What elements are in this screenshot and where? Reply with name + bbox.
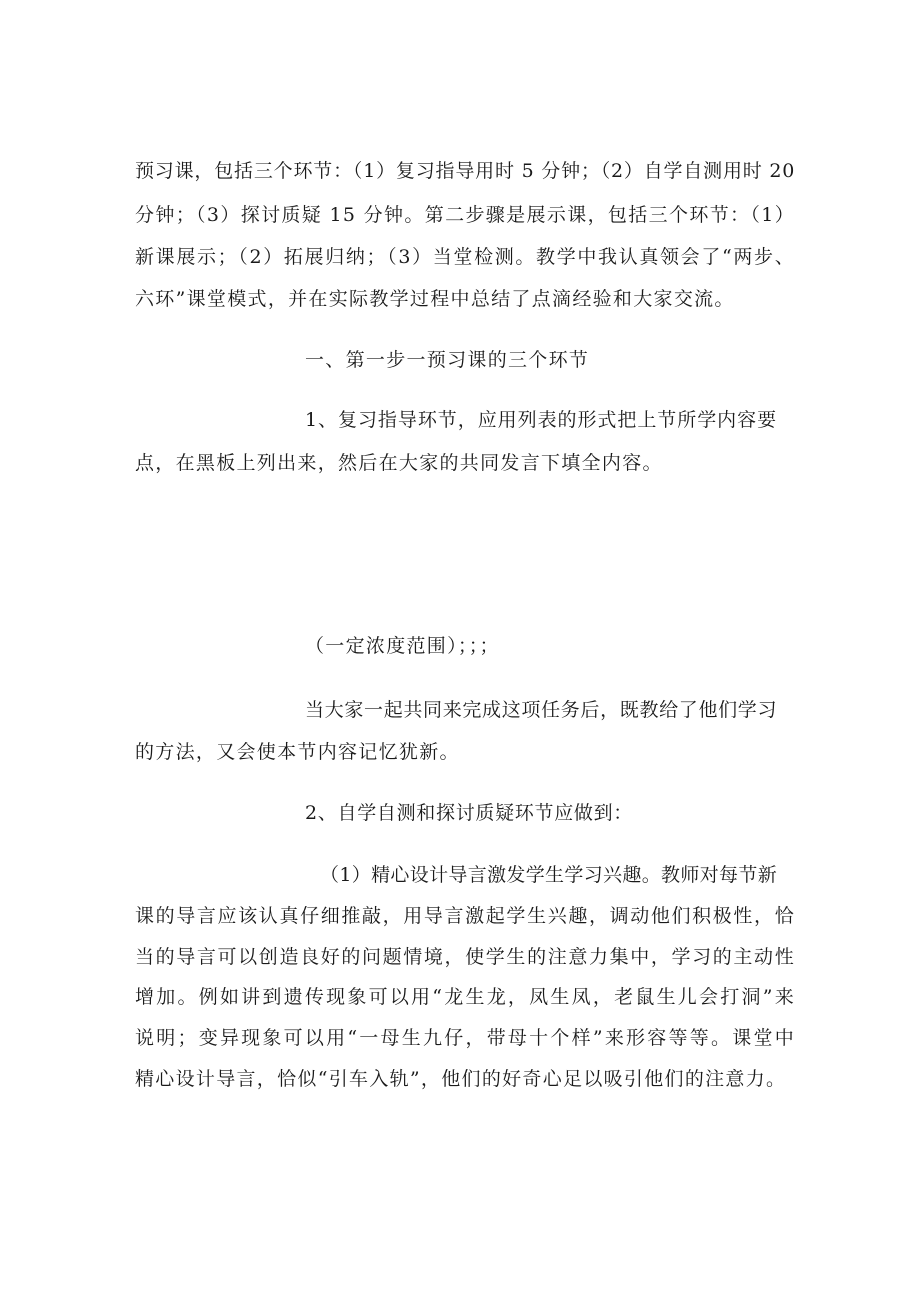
section-heading: 一、第一步一预习课的三个环节 [305, 349, 590, 371]
intro-line-3: 新课展示；（2）拓展归纳；（3）当堂检测。教学中我认真领会了“两步、 [135, 246, 795, 268]
intro-line-1: 预习课，包括三个环节：（1）复习指导用时 5 分钟；（2）自学自测用时 20 [135, 160, 795, 182]
sub-item-1-line-6: 精心设计导言，恰似“引车入轨”，他们的好奇心足以吸引他们的注意力。 [135, 1068, 787, 1090]
intro-line-2: 分钟；（3）探讨质疑 15 分钟。第二步骤是展示课，包括三个环节：（1） [135, 204, 795, 226]
fill-blank-line: （一定浓度范围）；；； [305, 635, 500, 657]
item-1-line-1: 1、复习指导环节，应用列表的形式把上节所学内容要 [305, 409, 777, 431]
sub-item-1-line-2: 课的导言应该认真仔细推敲，用导言激起学生兴趣，调动他们积极性，恰 [135, 905, 795, 927]
summary-line-2: 的方法，又会使本节内容记忆犹新。 [135, 741, 460, 763]
sub-item-1-line-5: 说明；变异现象可以用“一母生九仔，带母十个样”来形容等等。课堂中 [135, 1027, 795, 1049]
item-1-line-2: 点，在黑板上列出来，然后在大家的共同发言下填全内容。 [135, 452, 663, 474]
summary-line-1: 当大家一起共同来完成这项任务后，既教给了他们学习 [305, 699, 777, 721]
item-2-heading: 2、自学自测和探讨质疑环节应做到： [305, 802, 633, 824]
sub-item-1-line-3: 当的导言可以创造良好的问题情境，使学生的注意力集中，学习的主动性 [135, 946, 795, 968]
intro-line-4: 六环”课堂模式，并在实际教学过程中总结了点滴经验和大家交流。 [135, 288, 735, 310]
sub-item-1-line-1: （1）精心设计导言激发学生学习兴趣。教师对每节新 [320, 864, 777, 886]
sub-item-1-line-4: 增加。例如讲到遗传现象可以用“龙生龙，凤生凤，老鼠生儿会打洞”来 [135, 986, 795, 1008]
